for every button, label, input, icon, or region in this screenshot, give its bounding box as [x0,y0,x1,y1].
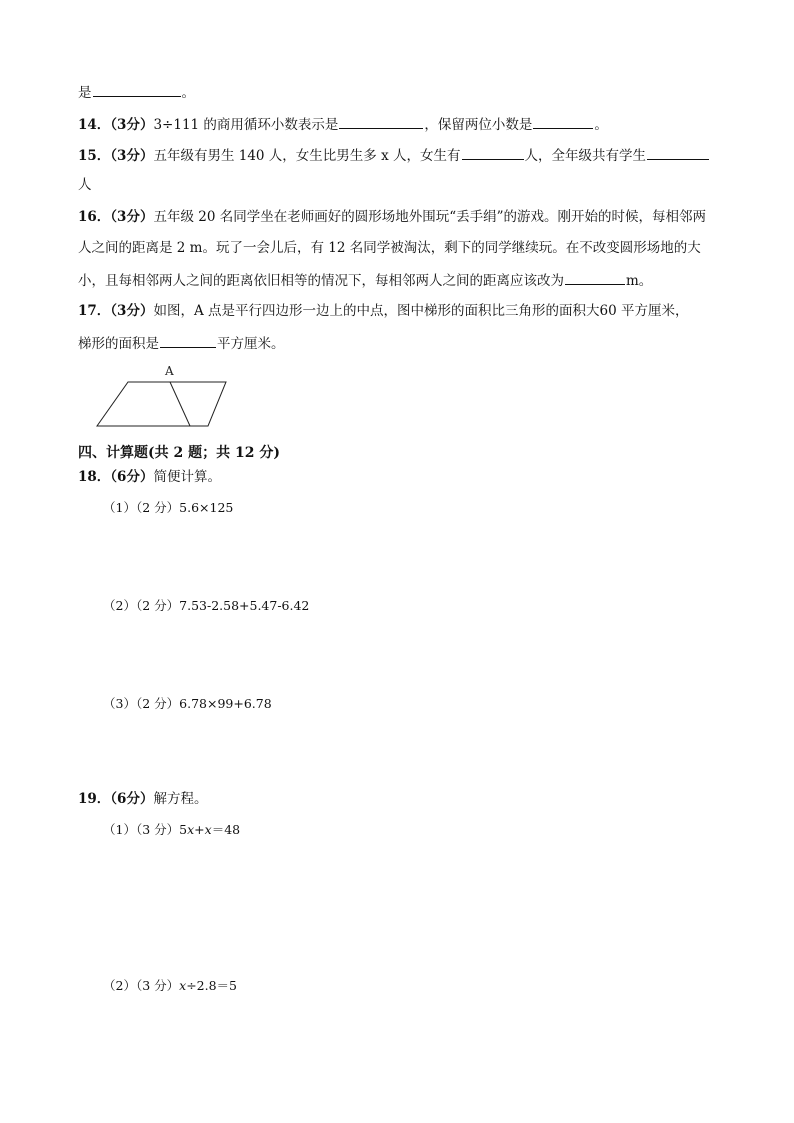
sub-question-expression: 5.6×125 [179,500,234,515]
question-text: 人之间的距离是 2 m。玩了一会儿后，有 12 名同学被淘汰，剩下的同学继续玩。在不改变圆形场地的大 [78,240,701,256]
question-17-line2 [78,333,285,353]
question-score: （3分） [110,303,154,319]
question-text: m。 [626,273,653,289]
answer-blank-14a[interactable] [339,114,423,129]
question-13-suffix: 。 [181,85,195,101]
question-score: （6分） [110,469,154,485]
sub-question-expression: 6.78×99+6.78 [179,696,272,711]
question-text: 五年级有男生 140 人，女生比男生多 x 人，女生有 [153,148,461,164]
question-text: 小，且每相邻两人之间的距离依旧相等的情况下，每相邻两人之间的距离应该改为 [78,273,564,289]
question-number: 17． [78,303,111,319]
section-heading: 四、计算题(共 2 题；共 12 分) [78,445,280,461]
sub-question-expression: 7.53-2.58+5.47-6.42 [179,598,310,613]
question-text: 简便计算。 [153,469,221,485]
question-text: 人，全年级共有学生 [524,148,646,164]
question-score: （3分） [110,209,154,225]
question-text: 人 [78,177,92,193]
question-score: （6分） [110,791,154,807]
equation-variable: x [179,978,187,993]
sub-question-label: （1）（3 分） [103,822,180,837]
question-text: ，保留两位小数是 [424,117,533,133]
point-a-label: A [165,364,174,378]
question-18 [78,468,221,486]
equation-variable: x [187,822,195,837]
question-19-sub-1 [103,821,240,839]
question-14 [78,114,608,134]
answer-blank-17[interactable] [160,333,216,348]
question-18-sub-2 [103,597,309,615]
parallelogram-figure [95,358,245,434]
question-number: 18． [78,469,111,485]
question-text: 如图，A 点是平行四边形一边上的中点，图中梯形的面积比三角形的面积大60 平方厘米， [153,303,689,319]
question-number: 14． [78,117,111,133]
equation-rest: ÷2.8＝5 [186,978,238,993]
sub-question-label: （3）（2 分） [103,696,180,711]
question-18-sub-3 [103,695,272,713]
question-number: 16． [78,209,111,225]
question-13-tail [78,82,195,102]
sub-question-label: （2）（2 分） [103,598,180,613]
question-text: 五年级 20 名同学坐在老师画好的圆形场地外围玩“丢手绢”的游戏。刚开始的时候，每相邻两 [153,209,707,225]
equation-rest: ＝48 [211,822,241,837]
equation-variable: x [204,822,212,837]
question-19 [78,790,207,808]
answer-blank-15b[interactable] [647,145,709,160]
question-18-sub-1 [103,499,233,517]
answer-blank-16[interactable] [565,270,625,285]
question-score: （3分） [110,117,154,133]
answer-blank-14b[interactable] [533,114,593,129]
question-17 [78,302,688,320]
answer-blank-13[interactable] [93,82,181,97]
question-text: 梯形的面积是 [78,336,159,352]
answer-blank-15a[interactable] [462,145,524,160]
sub-question-label: （2）（3 分） [103,978,180,993]
question-text: 解方程。 [153,791,208,807]
question-13-prefix: 是 [78,85,92,101]
question-15 [78,145,710,165]
equation-coefficient: 5 [179,822,188,837]
question-15-cont [78,176,92,194]
question-16-line2 [78,239,701,257]
question-16 [78,208,706,226]
question-19-sub-2 [103,977,237,995]
question-text: 。 [594,117,608,133]
question-number: 15． [78,148,111,164]
question-text: 3÷111 的商用循环小数表示是 [153,117,339,133]
sub-question-label: （1）（2 分） [103,500,180,515]
question-number: 19． [78,791,111,807]
question-score: （3分） [110,148,154,164]
question-text: 平方厘米。 [217,336,285,352]
parallelogram-shape [97,382,226,426]
division-line [170,382,190,426]
equation-operator: + [194,822,205,837]
question-16-line3 [78,270,652,290]
